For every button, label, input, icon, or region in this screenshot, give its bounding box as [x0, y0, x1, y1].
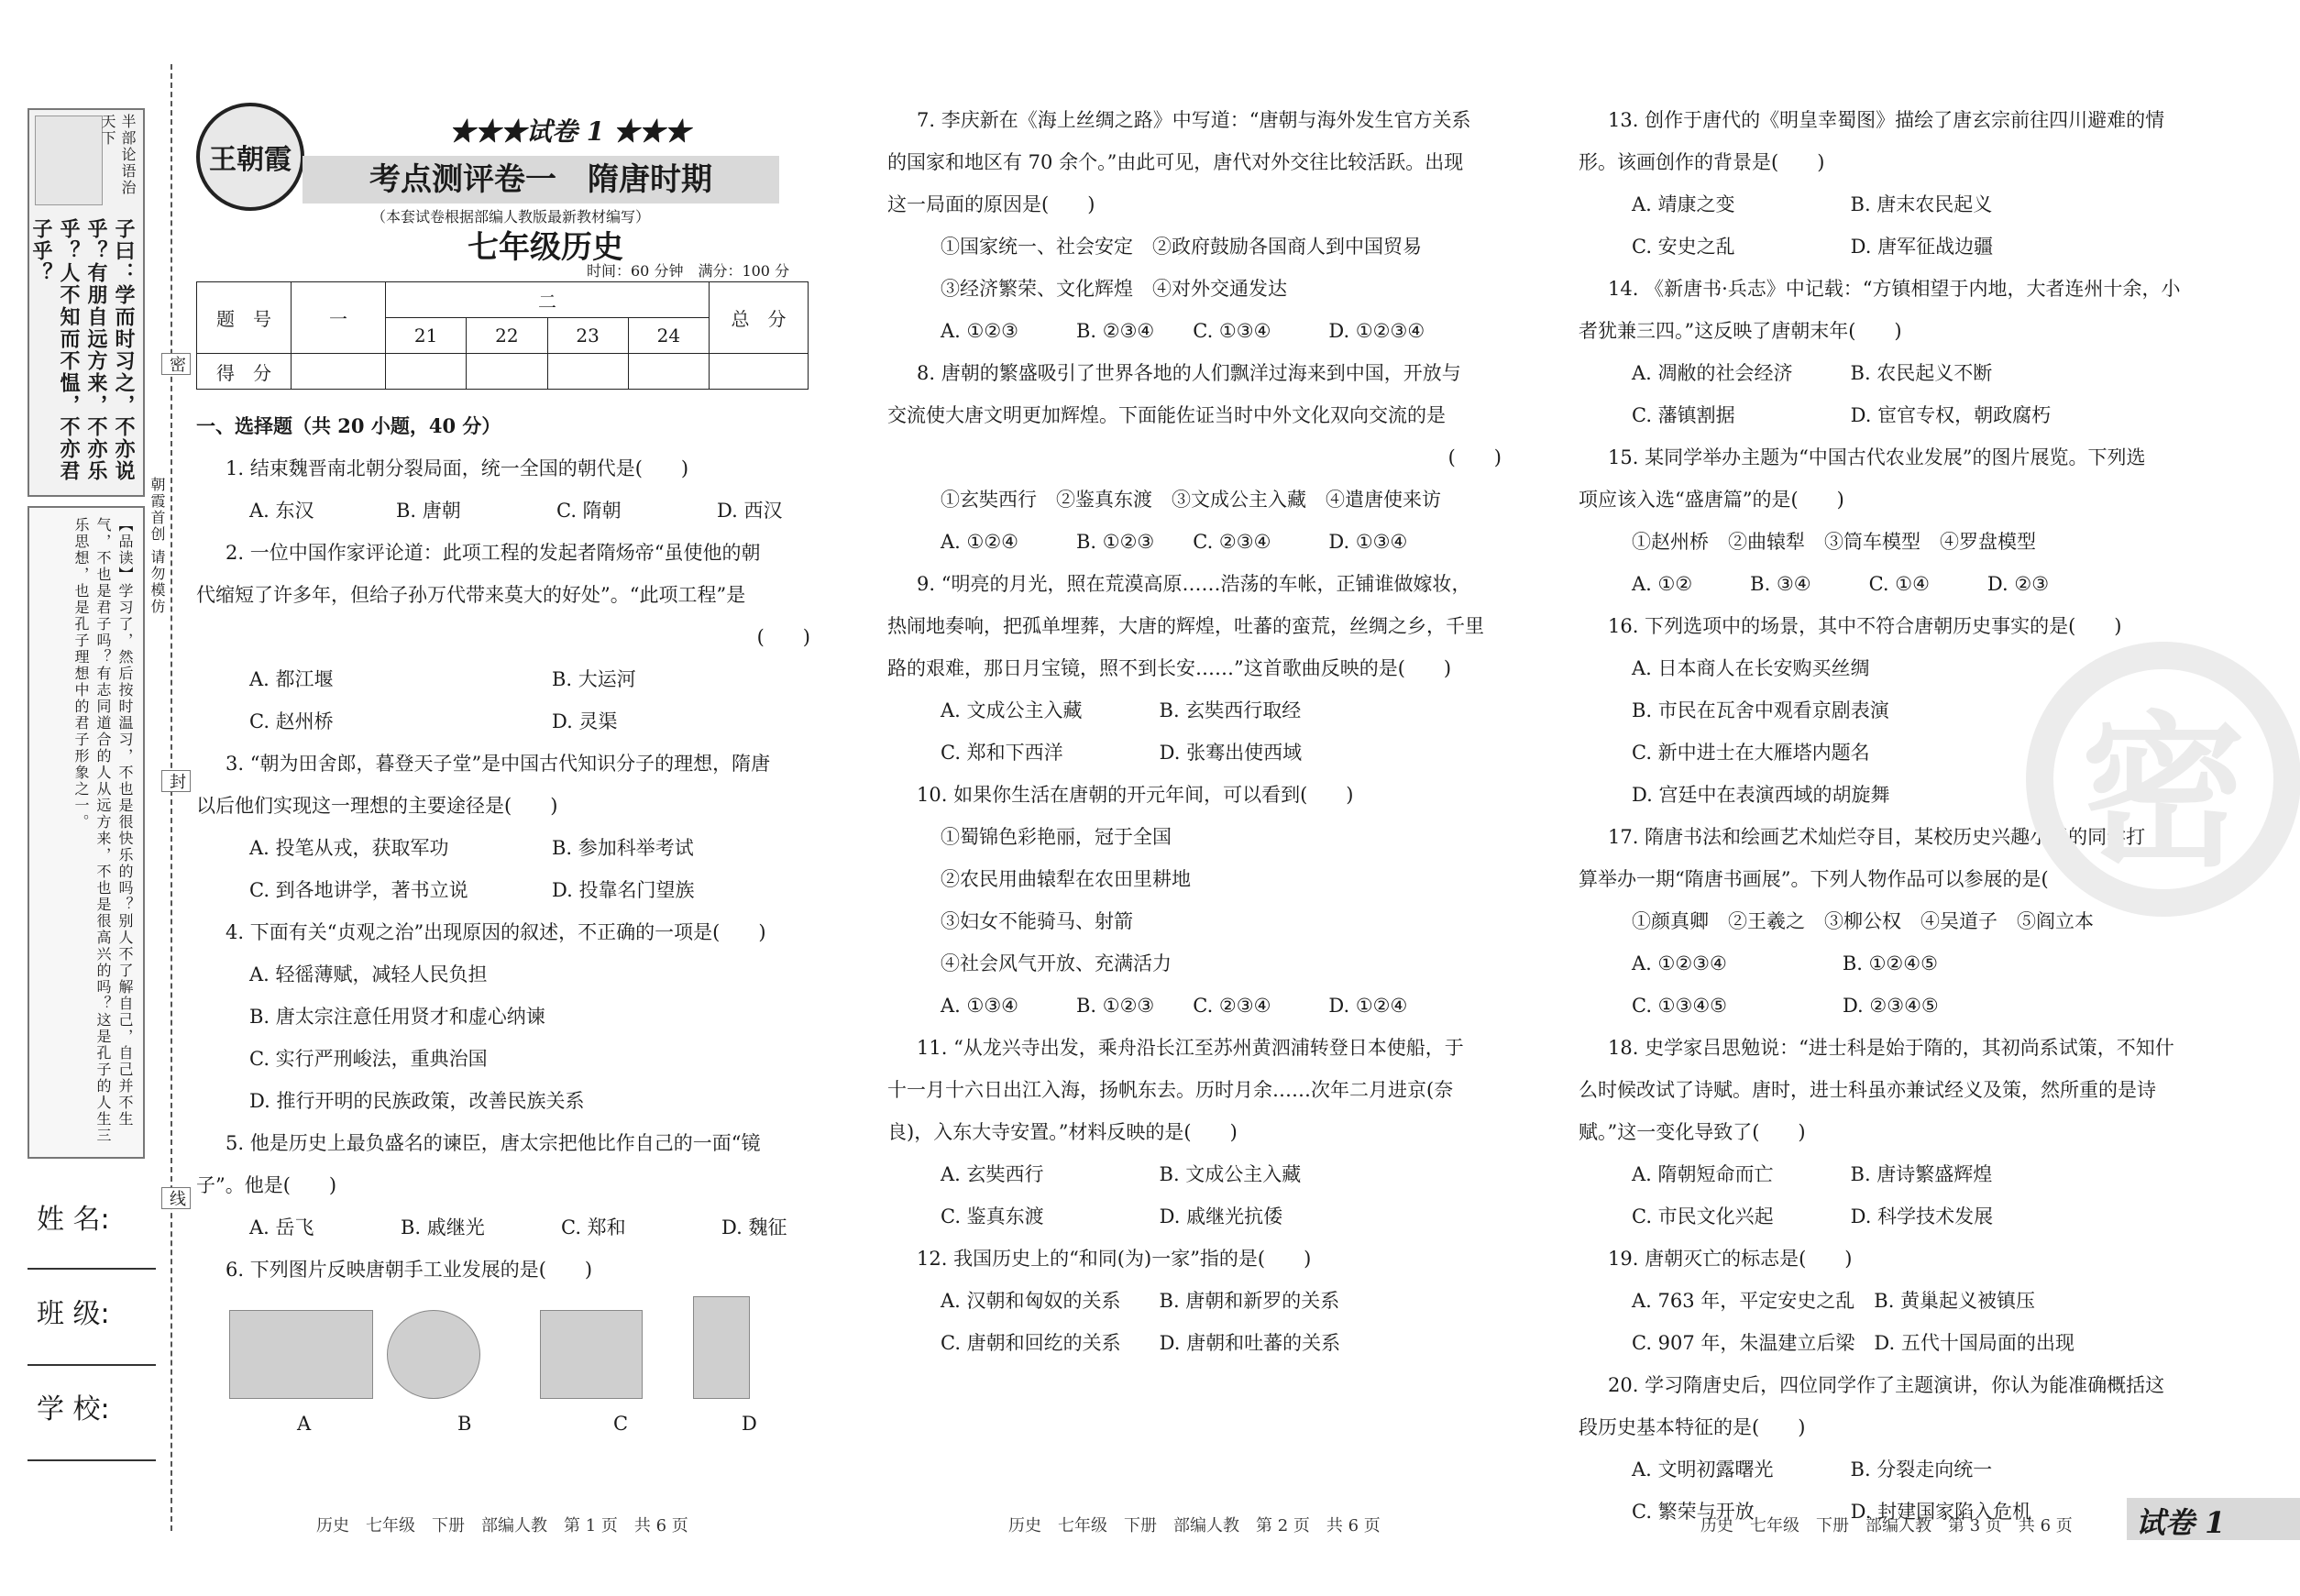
q6-images — [196, 1296, 820, 1403]
book-image[interactable] — [693, 1296, 750, 1399]
cut-label-mi: 密 — [161, 353, 191, 375]
question-line: 十一月十六日出江入海，扬帆东去。历时月余……次年二月进京(奈 — [887, 1079, 1454, 1101]
footer-page-1: 历史 七年级 下册 部编人教 第 1 页 共 6 页 — [316, 1516, 688, 1535]
question-line: 交流使大唐文明更加辉煌。下面能佐证当时中外文化双向交流的是 — [887, 404, 1446, 426]
q1-stem: 1. 结束魏晋南北朝分裂局面，统一全国的朝代是( ) — [226, 457, 689, 479]
q2-stem-3: ( ) — [756, 626, 810, 648]
silk-painting-image[interactable] — [229, 1310, 373, 1399]
q5-stem: 5. 他是历史上最负盛名的谏臣，唐太宗把他比作自己的一面“镜 — [226, 1132, 761, 1154]
option-line[interactable]: C. ①③④⑤ D. ②③④⑤ — [1632, 995, 1939, 1017]
score-header-part2: 二 — [386, 282, 710, 318]
question-line: 13. 创作于唐代的《明皇幸蜀图》描绘了唐玄宗前往四川避难的情 — [1608, 109, 2165, 131]
option-line[interactable]: C. 907 年，朱温建立后梁 D. 五代十国局面的出现 — [1632, 1332, 2074, 1354]
q6-labels — [196, 1403, 820, 1445]
score-row-label: 得 分 — [197, 354, 292, 390]
option-line[interactable]: C. 安史之乱 D. 唐军征战边疆 — [1632, 236, 1994, 258]
question-line: ②农民用曲辕犁在农田里耕地 — [941, 868, 1191, 890]
question-line: 10. 如果你生活在唐朝的开元年间，可以看到( ) — [917, 784, 1354, 806]
option[interactable]: A. 岳飞 — [249, 1216, 314, 1238]
q3-options — [196, 827, 820, 869]
score-header-total: 总 分 — [710, 282, 809, 354]
option-line[interactable]: A. ①② B. ③④ C. ①④ D. ②③ — [1632, 573, 2050, 595]
question-line: 项应该入选“盛唐篇”的是( ) — [1579, 489, 1844, 511]
question-line: ( ) — [1447, 446, 1502, 468]
option[interactable]: C. 隋朝 — [556, 500, 622, 522]
score-cell[interactable] — [710, 354, 809, 390]
coin-image[interactable] — [387, 1310, 480, 1399]
option-line[interactable]: A. 763 年，平定安史之乱 B. 黄巢起义被镇压 — [1632, 1290, 2036, 1312]
column-2 — [887, 99, 1511, 1364]
question-line: 热闹地奏响，把孤单埋葬，大唐的辉煌，吐蕃的蛮荒，丝绸之乡，千里 — [887, 615, 1484, 637]
question-line: ③经济繁荣、文化辉煌 ④对外交通发达 — [941, 278, 1287, 300]
tang-sancai-horse-image[interactable] — [540, 1310, 643, 1399]
q5-options — [196, 1206, 820, 1249]
option[interactable]: D. 投靠名门望族 — [552, 879, 695, 901]
question-line: 19. 唐朝灭亡的标志是( ) — [1608, 1248, 1853, 1270]
option-line[interactable]: A. ①③④ B. ①②③ C. ②③④ D. ①②④ — [941, 995, 1408, 1017]
option[interactable]: A. 轻徭薄赋，减轻人民负担 — [249, 963, 488, 985]
option-line[interactable]: B. 市民在瓦舍中观看京剧表演 — [1632, 699, 1889, 721]
option-line[interactable]: A. ①②③ B. ②③④ C. ①③④ D. ①②③④ — [941, 320, 1425, 342]
score-header-number: 题 号 — [197, 282, 292, 354]
option[interactable]: D. 魏征 — [721, 1216, 787, 1238]
q4-stem: 4. 下面有关“贞观之治”出现原因的叙述，不正确的一项是( ) — [226, 921, 766, 943]
question-line: 赋。”这一变化导致了( ) — [1579, 1121, 1806, 1143]
footer-page-3: 历史 七年级 下册 部编人教 第 3 页 共 6 页 — [1700, 1516, 2073, 1535]
option-line[interactable]: C. 新中进士在大雁塔内题名 — [1632, 742, 1870, 764]
class-label: 班 级: — [37, 1298, 110, 1330]
option-line[interactable]: A. 文明初露曙光 B. 分裂走向统一 — [1632, 1458, 1993, 1480]
question-line: ③妇女不能骑马、射箭 — [941, 910, 1133, 932]
question-line: 15. 某同学举办主题为“中国古代农业发展”的图片展览。下列选 — [1608, 446, 2146, 468]
school-label: 学 校: — [37, 1393, 110, 1425]
option-line[interactable]: C. 市民文化兴起 D. 科学技术发展 — [1632, 1205, 1994, 1227]
analects-quote: 子曰：学而时习之，不亦说乎？有朋自远方来，不亦乐乎？人不知而不愠，不亦君子乎？ — [29, 218, 136, 482]
option[interactable]: D. 西汉 — [717, 500, 783, 522]
question-line: 17. 隋唐书法和绘画艺术灿烂夺目，某校历史兴趣小组的同学打 — [1608, 826, 2146, 848]
question-line: ①玄奘西行 ②鉴真东渡 ③文成公主入藏 ④遣唐使来访 — [941, 489, 1441, 511]
option-line[interactable]: A. ①②③④ B. ①②④⑤ — [1632, 952, 1938, 974]
q5-stem-2: 子”。他是( ) — [196, 1174, 337, 1196]
option-line[interactable]: C. 鉴真东渡 D. 戚继光抗倭 — [941, 1205, 1283, 1227]
q2-options — [196, 658, 820, 700]
commentary-box — [28, 506, 145, 1159]
option[interactable]: C. 赵州桥 — [249, 710, 334, 732]
option[interactable]: B. 戚继光 — [401, 1216, 485, 1238]
option[interactable]: B — [457, 1413, 472, 1435]
quote-box — [28, 108, 145, 497]
question-line: 20. 学习隋唐史后，四位同学作了主题演讲，你认为能准确概括这 — [1608, 1374, 2165, 1396]
option[interactable]: C. 郑和 — [561, 1216, 626, 1238]
q2-stem: 2. 一位中国作家评论道：此项工程的发起者隋炀帝“虽使他的朝 — [226, 542, 761, 564]
question-line: 良)，入东大寺安置。”材料反映的是( ) — [887, 1121, 1238, 1143]
corner-tag: 试卷 1 — [2136, 1505, 2226, 1540]
q2-options-2 — [196, 700, 820, 743]
question-line: 11. “从龙兴寺出发，乘舟沿长江至苏州黄泗浦转登日本使船，于 — [917, 1037, 1464, 1059]
name-field[interactable] — [28, 1268, 156, 1270]
q3-stem: 3. “朝为田舍郎，暮登天子堂”是中国古代知识分子的理想，隋唐 — [226, 753, 771, 775]
question-line: ④社会风气开放、充满活力 — [941, 952, 1172, 974]
option-line[interactable]: A. 日本商人在长安购买丝绸 — [1632, 657, 1870, 679]
score-sub-21: 21 — [386, 318, 467, 354]
confucius-illustration — [35, 116, 103, 205]
option-line[interactable]: A. 隋朝短命而亡 B. 唐诗繁盛辉煌 — [1632, 1163, 1993, 1185]
option-line[interactable]: A. 凋敝的社会经济 B. 农民起义不断 — [1632, 362, 1993, 384]
score-header-part1: 一 — [292, 282, 386, 354]
question-line: 8. 唐朝的繁盛吸引了世界各地的人们飘洋过海来到中国，开放与 — [917, 362, 1461, 384]
score-sub-24: 24 — [628, 318, 709, 354]
option-line[interactable]: A. 汉朝和匈奴的关系 B. 唐朝和新罗的关系 — [941, 1290, 1340, 1312]
section-heading: 一、选择题（共 20 小题，40 分） — [196, 414, 501, 437]
class-field[interactable] — [28, 1364, 156, 1366]
watermark-seal: 密 — [2026, 642, 2300, 917]
question-line: 18. 史学家吕思勉说：“进士科是始于隋的，其初尚系试策，不知什 — [1608, 1037, 2174, 1059]
score-cell[interactable] — [547, 354, 628, 390]
option[interactable]: B. 大运河 — [552, 668, 636, 690]
option-line[interactable]: A. 文成公主入藏 B. 玄奘西行取经 — [941, 699, 1302, 721]
score-sub-23: 23 — [547, 318, 628, 354]
question-line: 9. “明亮的月光，照在荒漠高原……浩荡的车帐，正铺谁做嫁妆， — [917, 573, 1471, 595]
option[interactable]: B. 参加科举考试 — [552, 837, 694, 859]
question-line: ①国家统一、社会安定 ②政府鼓励各国商人到中国贸易 — [941, 236, 1422, 258]
score-table — [196, 281, 809, 390]
option[interactable]: A. 东汉 — [249, 500, 314, 522]
option[interactable]: A. 都江堰 — [249, 668, 334, 690]
option[interactable]: A — [297, 1413, 312, 1435]
question-line: 这一局面的原因是( ) — [887, 193, 1095, 215]
option[interactable]: B. 唐朝 — [396, 500, 461, 522]
option[interactable]: C — [613, 1413, 629, 1435]
q1-options — [196, 490, 820, 532]
score-cell[interactable] — [292, 354, 386, 390]
commentary-text: 【品读】学习了，然后按时温习，不也是很快乐的吗？别人不了解自己，自己并不生气，不也是君子吗？有志同道合的人从远方来，不也是很高兴的吗？这是孔子的人生三乐思想，也是孔子理想中的君子形象之一。 — [72, 517, 134, 1144]
exam-number: ★★★试卷 1 ★★★ — [449, 116, 690, 147]
question-line: 路的艰难，那日月宝镜，照不到长安……”这首歌曲反映的是( ) — [887, 657, 1452, 679]
score-sub-22: 22 — [467, 318, 547, 354]
option-line[interactable]: A. ①②④ B. ①②③ C. ②③④ D. ①③④ — [941, 531, 1408, 553]
name-label: 姓 名: — [37, 1204, 110, 1236]
q3-stem-2: 以后他们实现这一理想的主要途径是( ) — [196, 795, 558, 817]
score-cell[interactable] — [467, 354, 547, 390]
question-line: ①蜀锦色彩艳丽，冠于全国 — [941, 826, 1172, 848]
column-1 — [196, 405, 820, 1445]
score-cell[interactable] — [386, 354, 467, 390]
option-line[interactable]: A. 靖康之变 B. 唐末农民起义 — [1632, 193, 1993, 215]
option[interactable]: D. 推行开明的民族政策，改善民族关系 — [249, 1090, 585, 1112]
cut-note: 朝霞首创 请勿模仿 — [149, 477, 166, 616]
question-line: ①赵州桥 ②曲辕犁 ③筒车模型 ④罗盘模型 — [1632, 531, 2036, 553]
question-line: 么时候改试了诗赋。唐时，进士科虽亦兼试经义及策，然所重的是诗 — [1579, 1079, 2156, 1101]
question-line: 16. 下列选项中的场景，其中不符合唐朝历史事实的是( ) — [1608, 615, 2122, 637]
question-line: 段历史基本特征的是( ) — [1579, 1416, 1806, 1438]
option-line[interactable]: C. 藩镇割据 D. 宦官专权，朝政腐朽 — [1632, 404, 2052, 426]
footer-page-2: 历史 七年级 下册 部编人教 第 2 页 共 6 页 — [1008, 1516, 1381, 1535]
option[interactable]: C. 实行严刑峻法，重典治国 — [249, 1048, 488, 1070]
question-line: 7. 李庆新在《海上丝绸之路》中写道：“唐朝与海外发生官方关系 — [917, 109, 1471, 131]
option-line[interactable]: D. 宫廷中在表演西域的胡旋舞 — [1632, 784, 1890, 806]
score-cell[interactable] — [628, 354, 709, 390]
school-field[interactable] — [28, 1459, 156, 1461]
option-line[interactable]: C. 唐朝和回纥的关系 D. 唐朝和吐蕃的关系 — [941, 1332, 1341, 1354]
subject-title: 七年级历史 — [468, 229, 623, 266]
option-line[interactable]: C. 繁荣与开放 D. 封建国家陷入危机 — [1632, 1501, 2032, 1523]
question-line: 者犹兼三四。”这反映了唐朝末年( ) — [1579, 320, 1902, 342]
option[interactable]: C. 到各地讲学，著书立说 — [249, 879, 468, 901]
left-sidebar — [28, 108, 145, 1159]
option[interactable]: D. 灵渠 — [552, 710, 618, 732]
cut-label-xian: 线 — [161, 1187, 191, 1209]
exam-time: 时间：60 分钟 满分：100 分 — [587, 262, 790, 280]
option[interactable]: D — [742, 1413, 757, 1435]
option[interactable]: B. 唐太宗注意任用贤才和虚心纳谏 — [249, 1006, 545, 1028]
question-line: 算举办一期“隋唐书画展”。下列人物作品可以参展的是( ) — [1579, 868, 2095, 890]
cut-label-feng: 封 — [161, 770, 191, 792]
question-line: 的国家和地区有 70 余个。”由此可见，唐代对外交往比较活跃。出现 — [887, 151, 1464, 173]
exam-title: 考点测评卷一 隋唐时期 — [303, 156, 779, 204]
question-line: 12. 我国历史上的“和同(为)一家”指的是( ) — [917, 1248, 1312, 1270]
option[interactable]: A. 投笔从戎，获取军功 — [249, 837, 449, 859]
q2-stem-2: 代缩短了许多年，但给子孙万代带来莫大的好处”。“此项工程”是 — [196, 584, 746, 606]
exam-subtitle: （本套试卷根据部编人教版最新教材编写） — [371, 208, 651, 226]
quote-header: 半部论语治天下 — [99, 114, 137, 196]
option-line[interactable]: C. 郑和下西洋 D. 张骞出使西域 — [941, 742, 1303, 764]
q3-options-2 — [196, 869, 820, 911]
brand-logo: 王朝霞 — [196, 103, 304, 211]
question-line: 14. 《新唐书·兵志》中记载：“方镇相望于内地，大者连州十余，小 — [1608, 278, 2181, 300]
binding-cut-line — [171, 64, 172, 1531]
option-line[interactable]: A. 玄奘西行 B. 文成公主入藏 — [941, 1163, 1302, 1185]
q6-stem: 6. 下列图片反映唐朝手工业发展的是( ) — [226, 1259, 593, 1281]
question-line: 形。该画创作的背景是( ) — [1579, 151, 1825, 173]
question-line: ①颜真卿 ②王羲之 ③柳公权 ④吴道子 ⑤阎立本 — [1632, 910, 2094, 932]
